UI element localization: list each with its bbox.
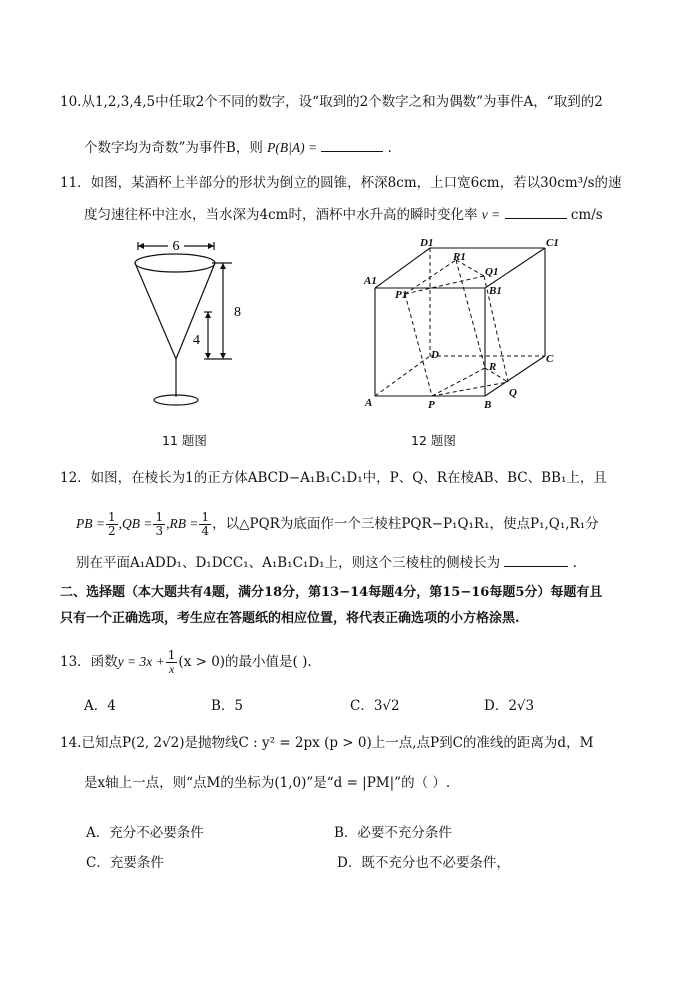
q10-answer-blank[interactable] xyxy=(321,137,383,152)
q10-line1: 10.从1,2,3,4,5中任取2个不同的数字，设“取到的2个数字之和为偶数”为事件A，“取到的2 xyxy=(60,94,603,110)
cup-water-label: 4 xyxy=(193,333,200,348)
cup-rim xyxy=(135,254,215,272)
section2-line1: 二、选择题（本大题共有4题，满分18分，第13−14每题4分，第15−16每题5分）每题有且 xyxy=(60,585,603,600)
pb-fraction: $\frac{1}{2}$ xyxy=(107,509,116,538)
label-C1: C1 xyxy=(546,237,559,249)
figure12-caption: 12 题图 xyxy=(411,433,456,448)
q13-option-b[interactable]: B．5 xyxy=(211,698,244,714)
q14-option-c[interactable]: C．充要条件 xyxy=(86,855,164,871)
q13-option-d[interactable]: D．2√3 xyxy=(484,698,535,714)
section2-line2: 只有一个正确选项，考生应在答题纸的相应位置，将代表正确选项的小方格涂黑. xyxy=(60,611,520,626)
label-R1: R1 xyxy=(453,251,466,263)
q14-option-d[interactable]: D．既不充分也不必要条件， xyxy=(337,855,510,871)
label-A1: A1 xyxy=(364,275,377,287)
label-B1: B1 xyxy=(489,285,502,297)
label-Q1: Q1 xyxy=(485,266,499,278)
cube-figure xyxy=(360,236,560,421)
label-P: P xyxy=(428,399,435,411)
label-A: A xyxy=(365,397,373,409)
cup-top-label: 6 xyxy=(172,239,180,254)
q11-line2: 度匀速往杯中注水，当水深为4cm时，酒杯中水升高的瞬时变化率 v = cm/s xyxy=(84,204,603,225)
q13-stem: 13．函数 y = 3x + $\frac{1}{x}$ (x > 0)的最小值是( ). xyxy=(60,647,312,676)
cup-figure xyxy=(120,232,260,422)
figure11-caption: 11 题图 xyxy=(162,433,207,448)
q13-fraction: $\frac{1}{x}$ xyxy=(167,647,176,676)
qb-fraction: $\frac{1}{3}$ xyxy=(155,509,164,538)
label-D1: D1 xyxy=(420,237,434,249)
q10-line2: 个数字均为奇数”为事件B，则 P(B|A) = . xyxy=(84,137,392,158)
q14-line2: 是x轴上一点，则“点M的坐标为(1,0)”是“d = |PM|”的（ ）. xyxy=(84,775,451,791)
label-B: B xyxy=(484,399,492,411)
label-C: C xyxy=(546,353,554,365)
q14-option-a[interactable]: A．充分不必要条件 xyxy=(86,825,204,841)
q13-option-c[interactable]: C．3√2 xyxy=(350,698,400,714)
q12-line3: 别在平面A₁ADD₁、D₁DCC₁、A₁B₁C₁D₁上，则这个三棱柱的侧棱长为 . xyxy=(76,552,577,573)
q12-line2: PB = $\frac{1}{2}$ ,QB = $\frac{1}{3}$ ,RB = $\frac{1}{4}$ ，以△PQR为底面作一个三棱柱PQR−P₁Q₁R₁，使点P₁,Q₁,R₁分 xyxy=(76,509,599,538)
label-P1: P1 xyxy=(395,289,408,301)
q12-answer-blank[interactable] xyxy=(504,552,568,567)
q13-option-a[interactable]: A．4 xyxy=(84,698,116,714)
label-Q: Q xyxy=(509,387,517,399)
label-D: D xyxy=(431,349,439,361)
rb-fraction: $\frac{1}{4}$ xyxy=(201,509,210,538)
label-R: R xyxy=(489,361,497,373)
q12-line1: 12．如图，在棱长为1的正方体ABCD−A₁B₁C₁D₁中，P、Q、R在棱AB、BC、BB₁上，且 xyxy=(60,470,607,486)
q11-line1: 11．如图，某酒杯上半部分的形状为倒立的圆锥，杯深8cm，上口宽6cm，若以30cm³/s的速 xyxy=(60,175,622,191)
q11-answer-blank[interactable] xyxy=(505,204,567,219)
q14-line1: 14.已知点P(2, 2√2)是抛物线C : y² = 2px (p > 0)上一点,点P到C的准线的距离为d，M xyxy=(60,735,594,751)
q14-option-b[interactable]: B．必要不充分条件 xyxy=(334,825,452,841)
cup-depth-label: 8 xyxy=(234,305,241,320)
